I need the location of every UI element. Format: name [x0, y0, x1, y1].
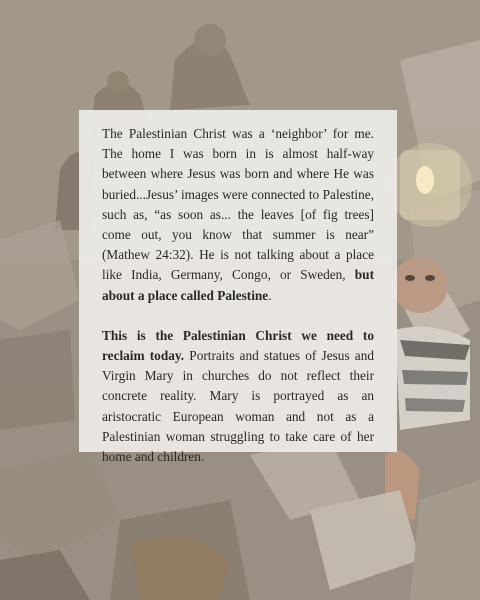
text-panel [79, 110, 397, 465]
paragraph-1-text: The Palestinian Christ was a ‘neighbor’ for me. The home I was born in is almost half-way between where Jesus was born and where He was buried...Jesus’ images were connected to Palestine, such as, “as soon as... the leaves [of fig trees] come out, you know that summer is near” (Mathew 24:32). He is not talking about a place like India, Germany, Congo, or Sweden, [102, 126, 374, 283]
paragraph-2-text: Portraits and statues of Jesus and Virgin Mary in churches do not reflect their concrete reality. Mary is portrayed as an aristocratic European woman and not as a Palestinian woman struggling to take care of her home and children. [102, 348, 374, 465]
paragraph-1-bold: but about a place called Palestine [102, 267, 374, 303]
paragraph-2-bold: This is the Palestinian Christ we need to reclaim today. [102, 327, 374, 364]
paragraph-1-end: . [268, 287, 272, 303]
paragraph-2 [102, 326, 374, 467]
paragraph-1 [102, 124, 374, 306]
